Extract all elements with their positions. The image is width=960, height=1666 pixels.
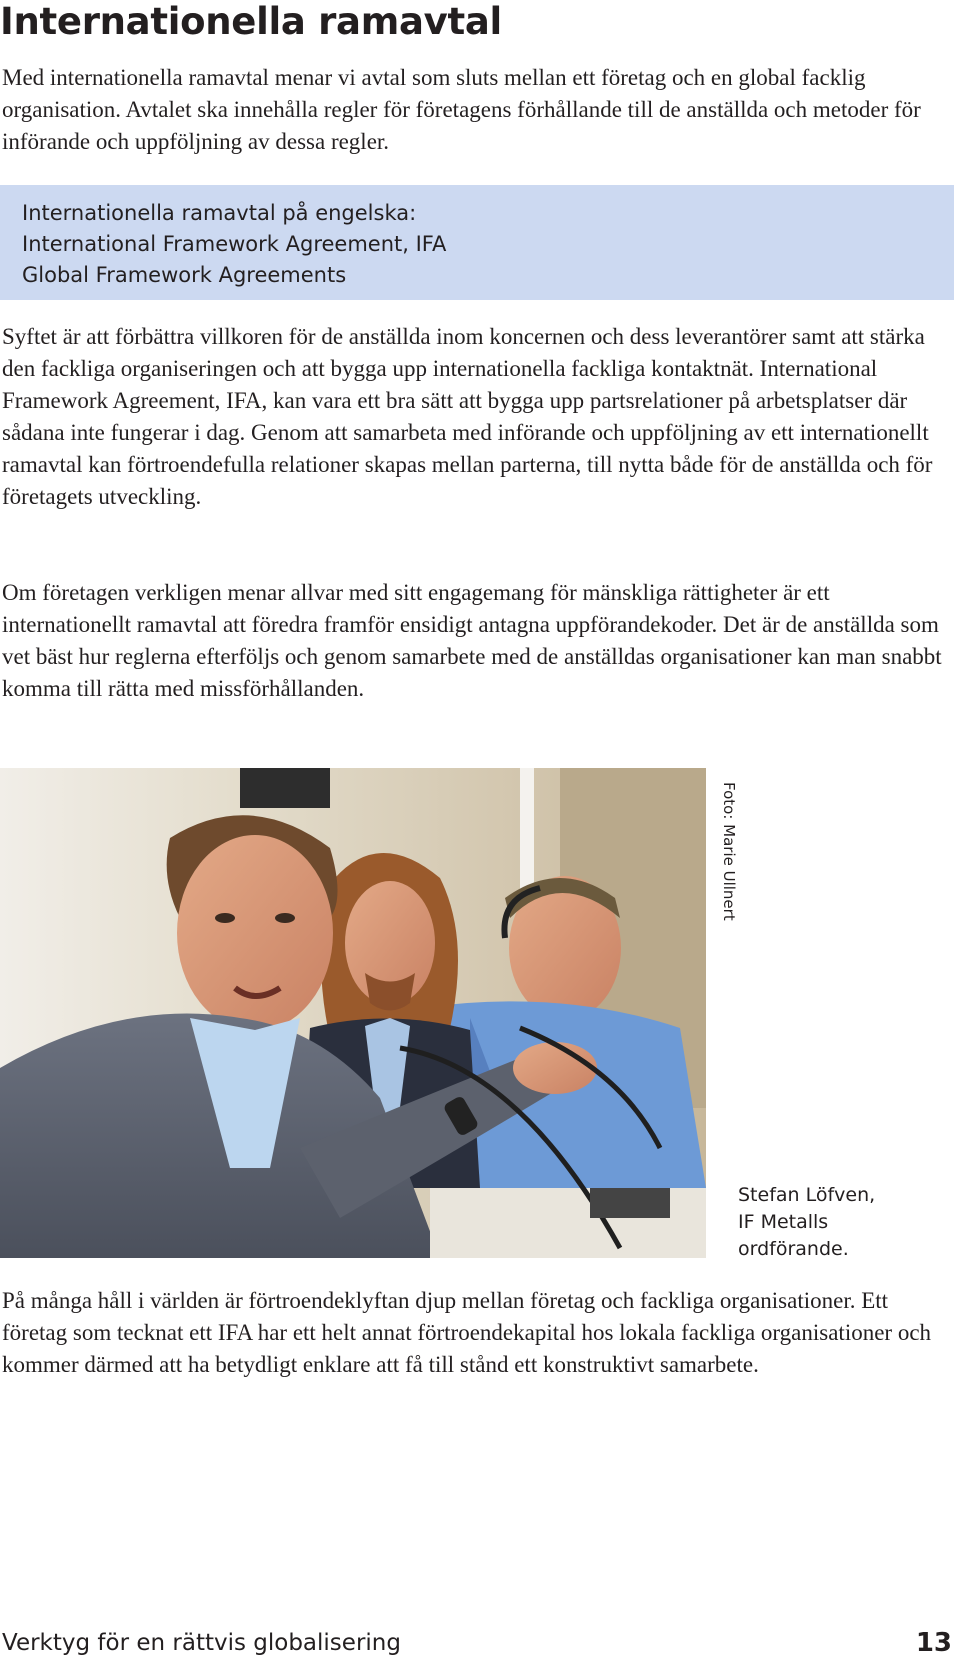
photo-caption-line-2: IF Metalls <box>738 1211 829 1233</box>
photo-illustration <box>0 768 706 1258</box>
photo-credit: Foto: Marie Ullnert <box>720 782 738 921</box>
body-paragraph-human-rights: Om företagen verkligen menar allvar med sitt engagemang för mänskliga rättigheter är ett internationellt ramavtal att föredra framför ensidigt antagna uppförandekoder. Det är de anställda som vet bäst hur reglerna efterföljs och genom samarbete med de anställdas organisationer kan man snabbt komma till rätta med missförhållanden. <box>2 580 942 701</box>
page-number: 13 <box>915 1628 952 1658</box>
intro-paragraph: Med internationella ramavtal menar vi avtal som sluts mellan ett företag och en global facklig organisation. Avtalet ska innehålla regler för företagens förhållande till de anställda och metoder för införande och uppföljning av dessa regler. <box>2 65 921 154</box>
photo-caption-line-1: Stefan Löfven, <box>738 1184 876 1206</box>
body-paragraph-purpose: Syftet är att förbättra villkoren för de anställda inom koncernen och dess leverantörer samt att stärka den fackliga organiseringen och att bygga upp internationella fackliga kontaktnät. International Framework Agreement, IFA, kan vara ett bra sätt att bygga upp partsrelationer på arbetsplatser där sådana inte fungerar i dag. Genom att samarbeta med införande och uppföljning av ett internationellt ramavtal kan förtroendefulla relationer skapas mellan parterna, till nytta både för de anställda och för företagets utveckling. <box>2 324 933 509</box>
photo-panel-discussion <box>0 768 706 1258</box>
info-box <box>0 185 954 300</box>
photo-caption-line-3: ordförande. <box>738 1238 849 1260</box>
body-paragraph-trust: På många håll i världen är förtroendeklyftan djup mellan företag och fackliga organisationer. Ett företag som tecknat ett IFA har ett helt annat förtroendekapital hos lokala fackliga organisationer och kommer därmed att ha betydligt enklare att få till stånd ett konstruktivt samarbete. <box>2 1288 932 1377</box>
info-box-line-2: International Framework Agreement, IFA <box>22 232 447 256</box>
info-box-line-3: Global Framework Agreements <box>22 263 347 287</box>
page-title: Internationella ramavtal <box>0 0 502 43</box>
footer-title: Verktyg för en rättvis globalisering <box>2 1630 401 1656</box>
photo-caption <box>738 1182 938 1263</box>
info-box-line-1: Internationella ramavtal på engelska: <box>22 201 417 225</box>
